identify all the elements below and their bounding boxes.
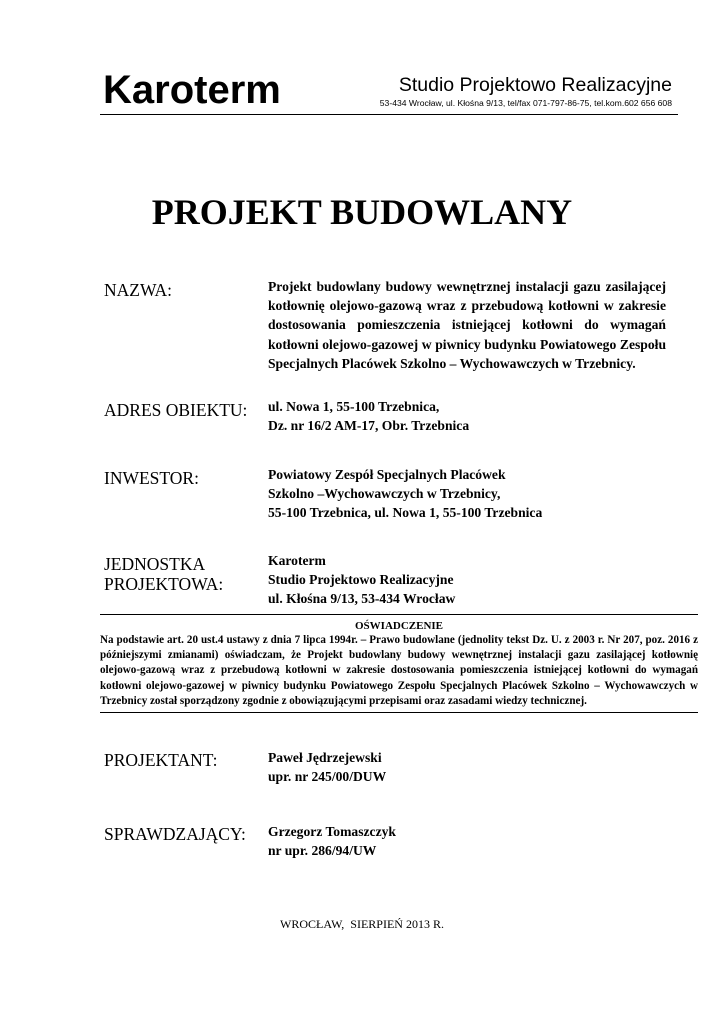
checker-value: Grzegorz Tomaszczyk nr upr. 286/94/UW <box>268 824 396 859</box>
investor-value: Powiatowy Zespół Specjalnych Placówek Szkolno –Wychowawczych w Trzebnicy, 55-100 Trzebnica, ul. Nowa 1, 55-100 Trzebnica <box>268 467 543 521</box>
address-label: ADRES OBIEKTU: <box>104 400 248 420</box>
company-logo-text: Karoterm <box>103 68 281 112</box>
investor-label: INWESTOR: <box>104 468 199 488</box>
declaration-text: Na podstawie art. 20 ust.4 ustawy z dnia 7 lipca 1994r. – Prawo budowlane (jednolity tekst Dz. U. z 2003 r. Nr 207, poz. 2016 z późniejszymi zmianami) oświadczam, że Projekt budowlany budowy wewnętrznej instalacji gazu zasilającej kotłownię olejowo-gazową wraz z przebudową kotłowni w zakresie dostosowania pomieszczenia istniejącej kotłowni do wymagań kotłowni olejowo-gazowej w piwnicy budynku Powiatowego Zespołu Specjalnych Placówek Szkolno – Wychowawczych w Trzebnicy został sporządzony zgodnie z obowiązującymi przepisami oraz zasadami wiedzy technicznej. <box>100 634 698 707</box>
studio-name: Studio Projektowo Realizacyjne <box>398 74 672 96</box>
document-title: PROJEKT BUDOWLANY <box>151 192 573 232</box>
designer-label: PROJEKTANT: <box>104 750 218 770</box>
declaration-box <box>100 614 698 713</box>
design-unit-value: Karoterm Studio Projektowo Realizacyjne ul. Kłośna 9/13, 53-434 Wrocław <box>268 553 456 607</box>
checker-label: SPRAWDZAJĄCY: <box>104 824 246 844</box>
name-label: NAZWA: <box>104 280 173 300</box>
design-unit-label: JEDNOSTKA PROJEKTOWA: <box>104 554 224 594</box>
address-value: ul. Nowa 1, 55-100 Trzebnica, Dz. nr 16/2 AM-17, Obr. Trzebnica <box>268 399 470 434</box>
letterhead <box>100 66 678 115</box>
company-address: 53-434 Wrocław, ul. Kłośna 9/13, tel/fax 071-797-86-75, tel.kom.602 656 608 <box>379 98 672 108</box>
designer-value: Paweł Jędrzejewski upr. nr 245/00/DUW <box>268 750 387 785</box>
place-and-date: WROCŁAW, SIERPIEŃ 2013 R. <box>280 917 444 931</box>
declaration-title: OŚWIADCZENIE <box>354 620 444 632</box>
name-value: Projekt budowlany budowy wewnętrznej instalacji gazu zasilającej kotłownię olejowo-gazową wraz z przebudową kotłowni w zakresie dostosowania pomieszczenia istniejącej kotłowni do wymagań kotłowni olejowo-gazowej w piwnicy budynku Powiatowego Zespołu Specjalnych Placówek Szkolno – Wychowawczych w Trzebnicy. <box>268 279 666 371</box>
